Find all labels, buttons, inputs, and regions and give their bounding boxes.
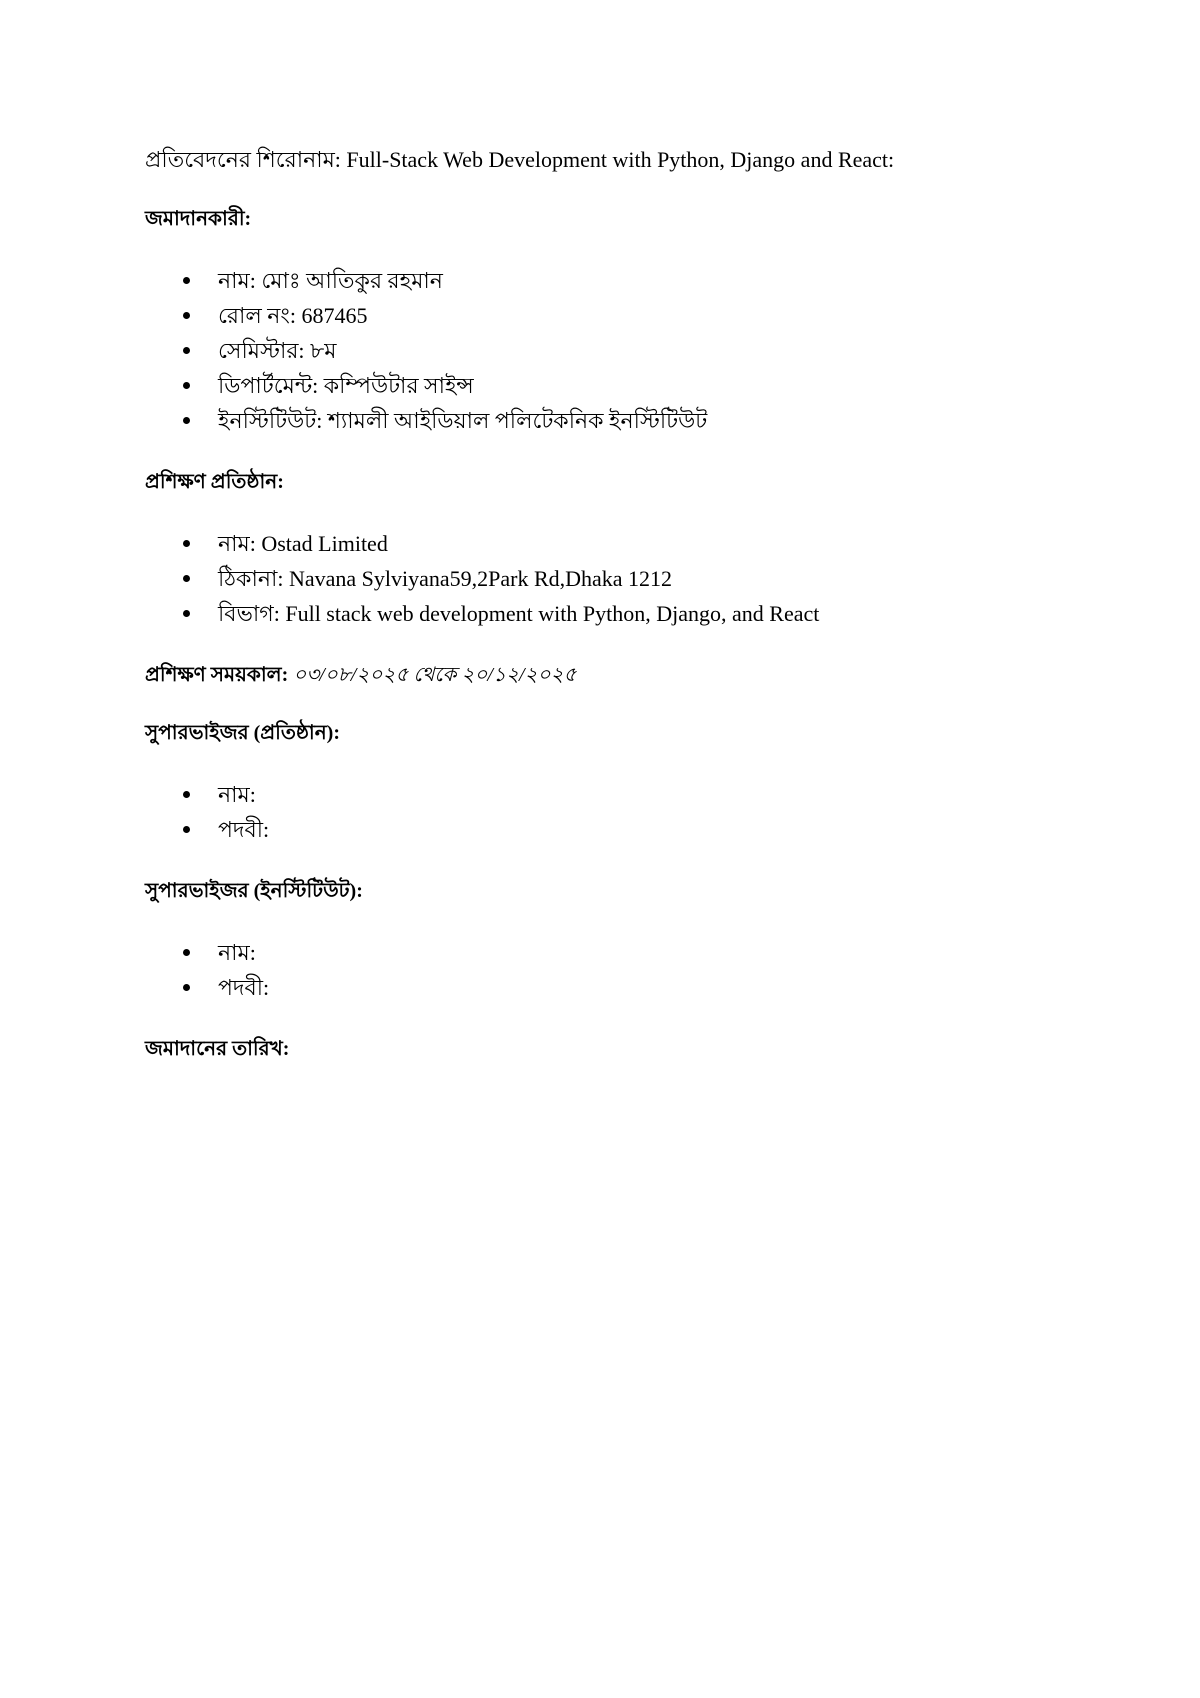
training-institute-heading: প্রশিক্ষণ প্রতিষ্ঠান: [145,471,284,493]
supervisor-institution-list [145,777,1105,847]
training-period-label: প্রশিক্ষণ সময়কাল: [145,664,289,686]
bullet-icon [183,540,190,547]
list-item: নাম: [145,935,1105,970]
submission-date-heading: জমাদানের তারিখ: [145,1038,290,1060]
list-item: নাম: মোঃ আতিকুর রহমান [145,263,1105,298]
bullet-icon [183,277,190,284]
submitter-list [145,263,1105,438]
bullet-icon [183,382,190,389]
list-item: সেমিস্টার: ৮ম [145,333,1105,368]
list-item: ডিপার্টমেন্ট: কম্পিউটার সাইন্স [145,368,1105,403]
supervisor-institute-list [145,935,1105,1005]
training-institute-list [145,526,1105,631]
list-item: রোল নং: 687465 [145,298,1105,333]
bullet-icon [183,312,190,319]
training-period [145,661,1105,689]
document-page [145,145,1105,1093]
bullet-icon [183,417,190,424]
list-item: ঠিকানা: Navana Sylviyana59,2Park Rd,Dhaka 1212 [145,561,1105,596]
report-title-line: প্রতিবেদনের শিরোনাম: Full-Stack Web Development with Python, Django and React: [145,147,895,172]
list-item: ইনস্টিটিউট: শ্যামলী আইডিয়াল পলিটেকনিক ইনস্টিটিউট [145,403,1105,438]
bullet-icon [183,347,190,354]
bullet-icon [183,826,190,833]
bullet-icon [183,984,190,991]
submitter-heading: জমাদানকারী: [145,208,252,230]
bullet-icon [183,791,190,798]
list-item: বিভাগ: Full stack web development with Python, Django, and React [145,596,1105,631]
supervisor-institute-heading: সুপারভাইজর (ইনস্টিটিউট): [145,880,363,902]
bullet-icon [183,949,190,956]
list-item: পদবী: [145,970,1105,1005]
supervisor-institution-heading: সুপারভাইজর (প্রতিষ্ঠান): [145,722,340,744]
bullet-icon [183,610,190,617]
list-item: পদবী: [145,812,1105,847]
list-item: নাম: [145,777,1105,812]
bullet-icon [183,575,190,582]
training-period-value: ০৩/০৮/২০২৫ থেকে ২০/১২/২০২৫ [293,664,577,686]
list-item: নাম: Ostad Limited [145,526,1105,561]
